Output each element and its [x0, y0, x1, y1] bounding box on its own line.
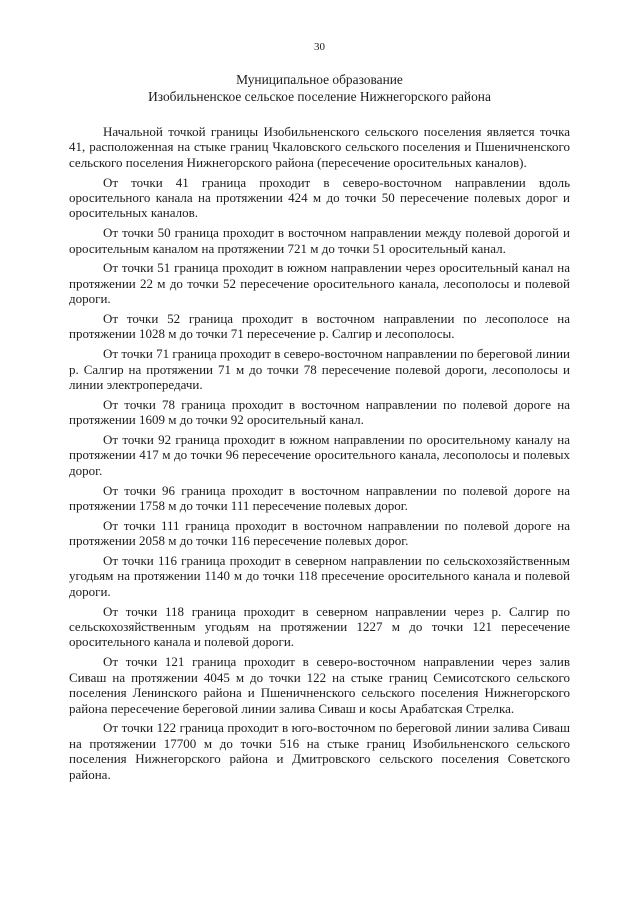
heading-line-1: Муниципальное образование	[236, 72, 403, 87]
document-heading	[40, 71, 599, 105]
paragraph: От точки 118 граница проходит в северном направлении через р. Салгир по сельскохозяйственным угодьям на протяжении 1227 м до точки 121 пересечение оросительного канала и полевой дороги.	[69, 603, 570, 650]
paragraph: От точки 50 граница проходит в восточном направлении между полевой дорогой и оросительным каналом на протяжении 721 м до точки 51 оросительный канал.	[69, 225, 570, 256]
paragraph: От точки 121 граница проходит в северо-восточном направлении через залив Сиваш на протяжении 4045 м до точки 122 на стыке границ Семисотского сельского поселения Ленинского района и Пшеничненского сельского поселения Нижнегорского района пересечение береговой линии залива Сиваш и косы Арабатская Стрелка.	[69, 654, 570, 716]
paragraph: Начальной точкой границы Изобильненского сельского поселения является точка 41, расположенная на стыке границ Чкаловского сельского поселения и Пшеничненского сельского поселения Нижнегорского района (пересечение оросительных каналов).	[69, 124, 570, 170]
heading-line-2: Изобильненское сельское поселение Нижнегорского района	[148, 89, 491, 104]
paragraph: От точки 111 граница проходит в восточном направлении по полевой дороге на протяжении 2058 м до точки 116 пересечение полевых дорог.	[69, 517, 570, 549]
paragraph: От точки 78 граница проходит в восточном направлении по полевой дороге на протяжении 1609 м до точки 92 оросительный канал.	[69, 396, 570, 428]
page-number: 30	[314, 41, 325, 53]
paragraph: От точки 52 граница проходит в восточном направлении по лесополосе на протяжении 1028 м до точки 71 пересечение р. Салгир и лесополосы.	[69, 311, 570, 342]
paragraph: От точки 92 граница проходит в южном направлении по оросительному каналу на протяжении 417 м до точки 96 пересечение оросительного канала, лесополосы и полевых дорог.	[69, 432, 570, 478]
paragraph: От точки 122 граница проходит в юго-восточном по береговой линии залива Сиваш на протяжении 17700 м до точки 516 на стыке границ Изобильненского сельского поселения Нижнегорского района и Дмитровского сельского поселения Советского района.	[69, 720, 570, 782]
paragraph: От точки 116 граница проходит в северном направлении по сельскохозяйственным угодьям на протяжении 1140 м до точки 118 пресечение оросительного канала и полевой дороги.	[69, 553, 570, 599]
paragraph: От точки 71 граница проходит в северо-восточном направлении по береговой линии р. Салгир на протяжении 71 м до точки 78 пересечение полевой дороги, лесополосы и линии электропередачи.	[69, 346, 570, 393]
paragraph: От точки 96 граница проходит в восточном направлении по полевой дороге на протяжении 1758 м до точки 111 пересечение полевых дорог.	[69, 482, 570, 514]
paragraph: От точки 51 граница проходит в южном направлении через оросительный канал на протяжении 22 м до точки 52 пересечение оросительного канала, лесополосы и полевой дороги.	[69, 260, 570, 307]
document-body	[69, 124, 570, 786]
paragraph: От точки 41 граница проходит в северо-восточном направлении вдоль оросительного канала на протяжении 424 м до точки 50 пересечение полевых дорог и оросительных каналов.	[69, 174, 570, 221]
